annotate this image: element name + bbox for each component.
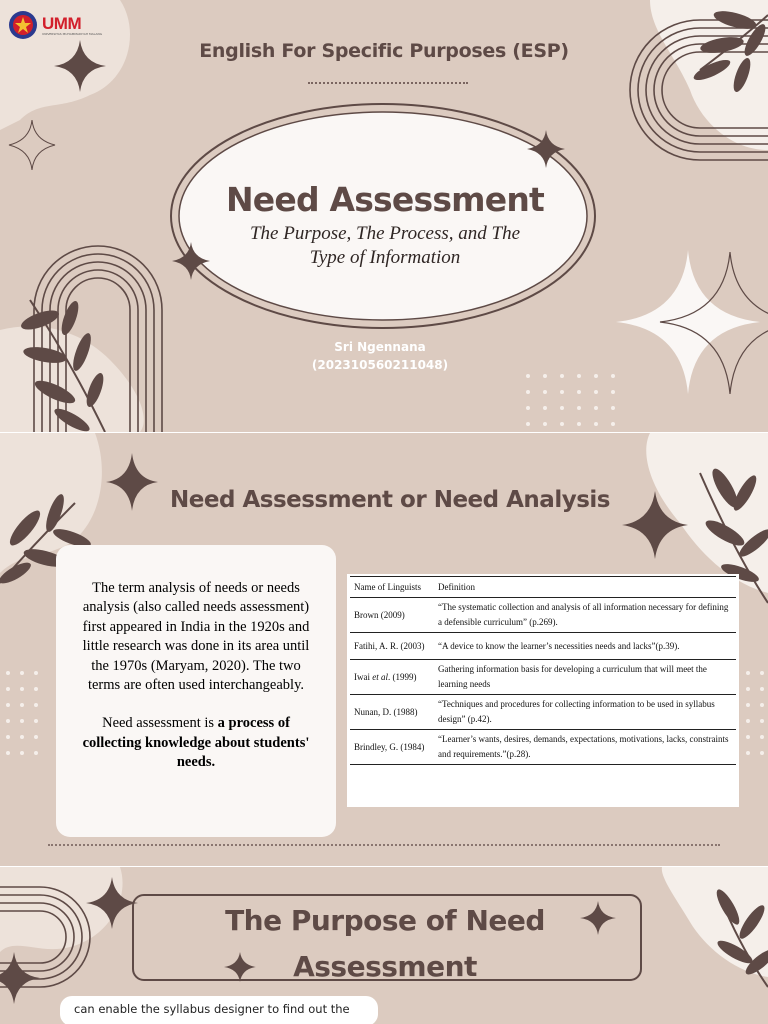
author-block (280, 338, 480, 374)
slide-need-assessment (0, 433, 768, 866)
blob-right (646, 433, 768, 593)
dot-grid-left-icon (6, 671, 38, 755)
course-title: English For Specific Purposes (ESP) (199, 40, 569, 62)
cell-name-italic: et al (372, 671, 388, 682)
explanation-card (56, 545, 336, 837)
explanation-text (78, 579, 314, 792)
subtitle-line-2: Type of Information (309, 247, 461, 268)
cell-definition: “The systematic collection and analysis of all information necessary for defining a defensible curriculum” (p.269). (434, 598, 736, 633)
definition-bold: a process of collecting knowledge about students' needs. (82, 715, 310, 771)
cell-definition: “A device to know the learner’s necessities needs and lacks”(p.39). (434, 633, 736, 660)
logo-text: UMM (42, 14, 82, 33)
title-line-2: Assessment (293, 950, 477, 983)
dot-grid-icon (526, 374, 615, 426)
slide-title (0, 0, 768, 432)
subtitle-line-1: The Purpose, The Process, and The (249, 223, 521, 244)
dot-grid-right-icon (746, 671, 764, 755)
definitions-table-card (347, 574, 739, 807)
column-header-linguists: Name of Linguists (350, 577, 434, 598)
umm-seal-icon (8, 10, 38, 40)
cell-definition: Gathering information basis for developing a curriculum that will meet the learning needs (434, 660, 736, 695)
sparkle-star-bottom-icon (0, 952, 40, 1004)
cell-name: Brindley, G. (1984) (350, 730, 434, 765)
course-divider (308, 82, 468, 84)
cell-name-plain: Iwai (354, 671, 373, 682)
paragraph-history: The term analysis of needs or needs analysis (also called needs assessment) first appeared in India in the 1920s and little research was done in its area until the 1970s (Maryam, 2020). The two terms are often used interchangeably. (82, 580, 310, 694)
cell-name: Fatihi, A. R. (2003) (350, 633, 434, 660)
title-line-1: The Purpose of Need (225, 904, 545, 937)
table-header-row (350, 577, 736, 598)
cell-name-tail: . (1999) (388, 671, 417, 682)
table-row (350, 660, 736, 695)
table-row (350, 695, 736, 730)
purpose-text: can enable the syllabus designer to find out the (74, 1002, 350, 1016)
sparkle-large-white-icon (616, 250, 760, 394)
definitions-table (350, 576, 736, 765)
author-id: (202310560211048) (311, 358, 449, 372)
cell-name: Nunan, D. (1988) (350, 695, 434, 730)
cell-definition: “Techniques and procedures for collecting information to be used in syllabus design” (p.42). (434, 695, 736, 730)
table-row (350, 730, 736, 765)
section-title (160, 898, 610, 990)
cell-definition: “Learner’s wants, desires, demands, expectations, motivations, lacks, constraints and requirements.”(p.28). (434, 730, 736, 765)
table-row (350, 598, 736, 633)
section-title: Need Assessment or Need Analysis (170, 487, 610, 513)
purpose-text-pill (60, 996, 378, 1024)
table-row (350, 633, 736, 660)
page-subtitle (200, 222, 570, 270)
author-name: Sri Ngennana (334, 340, 426, 354)
sparkle-outline-icon (9, 120, 55, 170)
cell-name (350, 660, 434, 695)
definition-lead: Need assessment is (102, 715, 218, 732)
slide-purpose (0, 867, 768, 1024)
paragraph-definition (78, 714, 314, 772)
column-header-definition: Definition (434, 577, 736, 598)
page-title: Need Assessment (225, 180, 545, 219)
umm-logo (8, 10, 102, 40)
cell-name: Brown (2009) (350, 598, 434, 633)
logo-subtext: UNIVERSITAS MUHAMMADIYAH MALANG (42, 32, 103, 36)
slide-divider-dotted (48, 844, 720, 846)
